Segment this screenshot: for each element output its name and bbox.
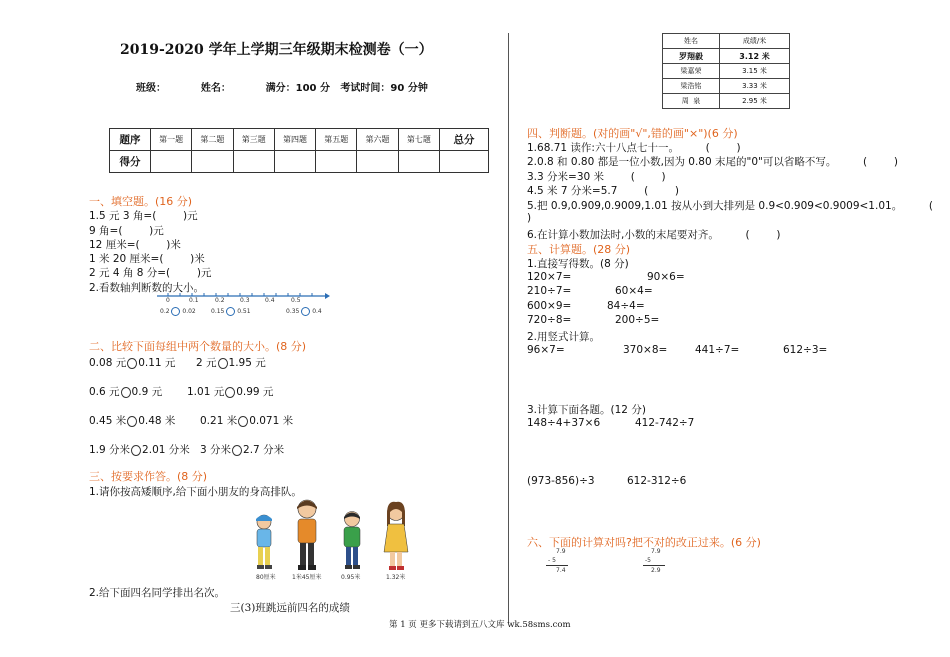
s4-item-5: 5.把 0.9,0.909,0.9009,1.01 按从小到大排列是 0.9<0.909<0.9009<1.01。 ( — [527, 200, 933, 212]
column-divider — [508, 33, 509, 623]
results-name: 罗翔毅 — [663, 49, 720, 64]
axis-tick-3: 0.3 — [240, 297, 250, 304]
compare-circle[interactable] — [121, 387, 131, 398]
vertical-problem-1-sub: - 5 — [548, 557, 556, 564]
compare-row-3 — [89, 413, 175, 428]
s1-item-1: 1.5 元 3 角=( )元 — [89, 210, 198, 222]
compare-row-1b — [196, 355, 266, 370]
compare-right: 0.11 元 — [138, 357, 176, 369]
axis-tick-2: 0.2 — [215, 297, 225, 304]
compare-pair-3 — [286, 307, 322, 316]
compare-row-1 — [89, 355, 175, 370]
mixed-calc: 148÷4+37×6 — [527, 417, 601, 429]
score-col-4: 第四题 — [274, 129, 315, 151]
s3-question-1: 1.请你按高矮顺序,给下面小朋友的身高排队。 — [89, 486, 302, 498]
score-col-3: 第三题 — [233, 129, 274, 151]
compare-circle[interactable] — [127, 416, 137, 427]
results-score: 3.33 米 — [720, 79, 790, 94]
section2-heading: 二、比较下面每组中两个数量的大小。(8 分) — [89, 340, 307, 353]
compare-pair-1 — [160, 307, 196, 316]
s5-question-1: 1.直接写得数。(8 分) — [527, 258, 629, 270]
compare-left: 2 元 — [196, 357, 217, 369]
compare-right: 0.071 米 — [249, 415, 294, 427]
section5-heading: 五、计算题。(28 分) — [527, 243, 631, 256]
mixed-calc: 612-312÷6 — [627, 475, 687, 487]
score-table — [109, 128, 489, 173]
results-score: 3.12 米 — [720, 49, 790, 64]
child-4-image — [380, 500, 412, 572]
compare-row-3b — [200, 413, 293, 428]
compare-right: 0.48 米 — [138, 415, 176, 427]
compare-value: 0.51 — [237, 308, 251, 315]
compare-circle[interactable] — [226, 307, 235, 316]
axis-tick-5: 0.5 — [291, 297, 301, 304]
direct-calc: 90×6= — [647, 271, 685, 283]
compare-right: 2.7 分米 — [243, 444, 285, 456]
compare-row-2b — [187, 384, 273, 399]
vertical-calc: 96×7= — [527, 344, 565, 356]
s5-question-3: 3.计算下面各题。(12 分) — [527, 404, 646, 416]
section4-heading: 四、判断题。(对的画"√",错的画"×")(6 分) — [527, 127, 738, 140]
results-table — [662, 33, 790, 109]
axis-tick-4: 0.4 — [265, 297, 275, 304]
s4-item-3: 3.3 分米=30 米 ( ) — [527, 171, 666, 183]
compare-right: 1.95 元 — [228, 357, 266, 369]
score-table-row1-label: 题序 — [110, 129, 151, 151]
results-name: 梁浩铭 — [663, 79, 720, 94]
page-title: 2019-2020 学年上学期三年级期末检测卷（一） — [120, 42, 433, 58]
compare-circle[interactable] — [131, 445, 141, 456]
compare-value: 0.15 — [211, 308, 225, 315]
results-score: 3.15 米 — [720, 64, 790, 79]
vertical-calc: 612÷3= — [783, 344, 828, 356]
section6-heading: 六、下面的计算对吗?把不对的改正过来。(6 分) — [527, 536, 761, 549]
height-label-3: 0.95米 — [341, 574, 361, 581]
s1-item-5: 2 元 4 角 8 分=( )元 — [89, 267, 212, 279]
s1-item-2: 9 角=( )元 — [89, 225, 164, 237]
vertical-problem-1-rule — [546, 565, 568, 566]
score-col-1: 第一题 — [151, 129, 192, 151]
score-cell[interactable] — [316, 151, 357, 173]
results-header-score: 成绩/米 — [720, 34, 790, 49]
direct-calc: 200÷5= — [615, 314, 660, 326]
vertical-problem-1-result: 7.4 — [556, 567, 566, 574]
mixed-calc: 412-742÷7 — [635, 417, 695, 429]
direct-calc: 60×4= — [615, 285, 653, 297]
compare-value: 0.35 — [286, 308, 300, 315]
score-col-5: 第五题 — [316, 129, 357, 151]
direct-calc: 120×7= — [527, 271, 572, 283]
section3-heading: 三、按要求作答。(8 分) — [89, 470, 208, 483]
height-label-1: 80厘米 — [256, 574, 276, 581]
s1-item-6: 2.看数轴判断数的大小。 — [89, 282, 205, 294]
mixed-calc: (973-856)÷3 — [527, 475, 595, 487]
vertical-calc: 370×8= — [623, 344, 668, 356]
height-label-4: 1.32米 — [386, 574, 406, 581]
page-footer: 第 1 页 更多下载请到五八文库 wk.58sms.com — [389, 620, 571, 630]
compare-circle[interactable] — [225, 387, 235, 398]
score-cell[interactable] — [151, 151, 192, 173]
direct-calc: 210÷7= — [527, 285, 572, 297]
direct-calc: 600×9= — [527, 300, 572, 312]
score-cell[interactable] — [440, 151, 489, 173]
vertical-problem-2-rule — [643, 565, 665, 566]
score-col-6: 第六题 — [357, 129, 398, 151]
height-label-2: 1米45厘米 — [292, 574, 322, 581]
results-name: 周 泉 — [663, 94, 720, 109]
child-1-image — [250, 512, 278, 572]
compare-row-2 — [89, 384, 162, 399]
score-col-7: 第七题 — [398, 129, 439, 151]
compare-left: 0.08 元 — [89, 357, 127, 369]
direct-calc: 720÷8= — [527, 314, 572, 326]
vertical-problem-2-result: 2.9 — [651, 567, 661, 574]
child-2-image — [290, 496, 324, 572]
child-3-image — [338, 508, 366, 572]
section1-heading: 一、填空题。(16 分) — [89, 195, 193, 208]
axis-tick-1: 0.1 — [189, 297, 199, 304]
score-cell[interactable] — [357, 151, 398, 173]
compare-circle[interactable] — [301, 307, 310, 316]
s5-question-2: 2.用竖式计算。 — [527, 331, 601, 343]
compare-row-4 — [89, 442, 190, 457]
exam-info: 班级： 姓名： 满分：100 分 考试时间：90 分钟 — [136, 83, 428, 94]
compare-pair-2 — [211, 307, 251, 316]
s3-question-2: 2.给下面四名同学排出名次。 — [89, 587, 226, 599]
s4-item-2: 2.0.8 和 0.80 都是一位小数,因为 0.80 末尾的"0"可以省略不写。 ( ) — [527, 156, 898, 168]
s4-item-4: 4.5 米 7 分米=5.7 ( ) — [527, 185, 679, 197]
compare-circle[interactable] — [218, 358, 228, 369]
compare-circle[interactable] — [238, 416, 248, 427]
direct-calc: 84÷4= — [607, 300, 645, 312]
compare-value: 0.4 — [312, 308, 322, 315]
compare-right: 0.99 元 — [236, 386, 274, 398]
score-col-total: 总分 — [440, 129, 489, 151]
vertical-problem-2-sub: -5 — [645, 557, 651, 564]
compare-right: 2.01 分米 — [142, 444, 190, 456]
results-header-name: 姓名 — [663, 34, 720, 49]
s4-item-6: 6.在计算小数加法时,小数的末尾要对齐。 ( ) — [527, 229, 781, 241]
compare-left: 0.6 元 — [89, 386, 120, 398]
vertical-problem-2-top: 7.9 — [651, 548, 661, 555]
compare-circle[interactable] — [171, 307, 180, 316]
score-cell[interactable] — [233, 151, 274, 173]
score-col-2: 第二题 — [192, 129, 233, 151]
compare-right: 0.9 元 — [131, 386, 163, 398]
score-table-row2-label: 得分 — [110, 151, 151, 173]
s4-item-5-close: ) — [527, 212, 532, 224]
compare-left: 1.9 分米 — [89, 444, 131, 456]
compare-circle[interactable] — [232, 445, 242, 456]
score-cell[interactable] — [398, 151, 439, 173]
compare-left: 0.45 米 — [89, 415, 127, 427]
s4-item-1: 1.68.71 读作:六十八点七十一。 ( ) — [527, 142, 741, 154]
results-score: 2.95 米 — [720, 94, 790, 109]
s1-item-3: 12 厘米=( )米 — [89, 239, 181, 251]
compare-left: 3 分米 — [200, 444, 232, 456]
compare-value: 0.2 — [160, 308, 170, 315]
compare-value: 0.02 — [182, 308, 196, 315]
s1-item-4: 1 米 20 厘米=( )米 — [89, 253, 205, 265]
compare-left: 0.21 米 — [200, 415, 238, 427]
results-name: 梁嘉荣 — [663, 64, 720, 79]
axis-tick-0: 0 — [166, 297, 170, 304]
results-caption: 三(3)班跳远前四名的成绩 — [230, 602, 350, 614]
score-cell[interactable] — [274, 151, 315, 173]
compare-circle[interactable] — [127, 358, 137, 369]
vertical-problem-1-top: 7.9 — [556, 548, 566, 555]
compare-row-4b — [200, 442, 284, 457]
compare-left: 1.01 元 — [187, 386, 225, 398]
score-cell[interactable] — [192, 151, 233, 173]
vertical-calc: 441÷7= — [695, 344, 740, 356]
